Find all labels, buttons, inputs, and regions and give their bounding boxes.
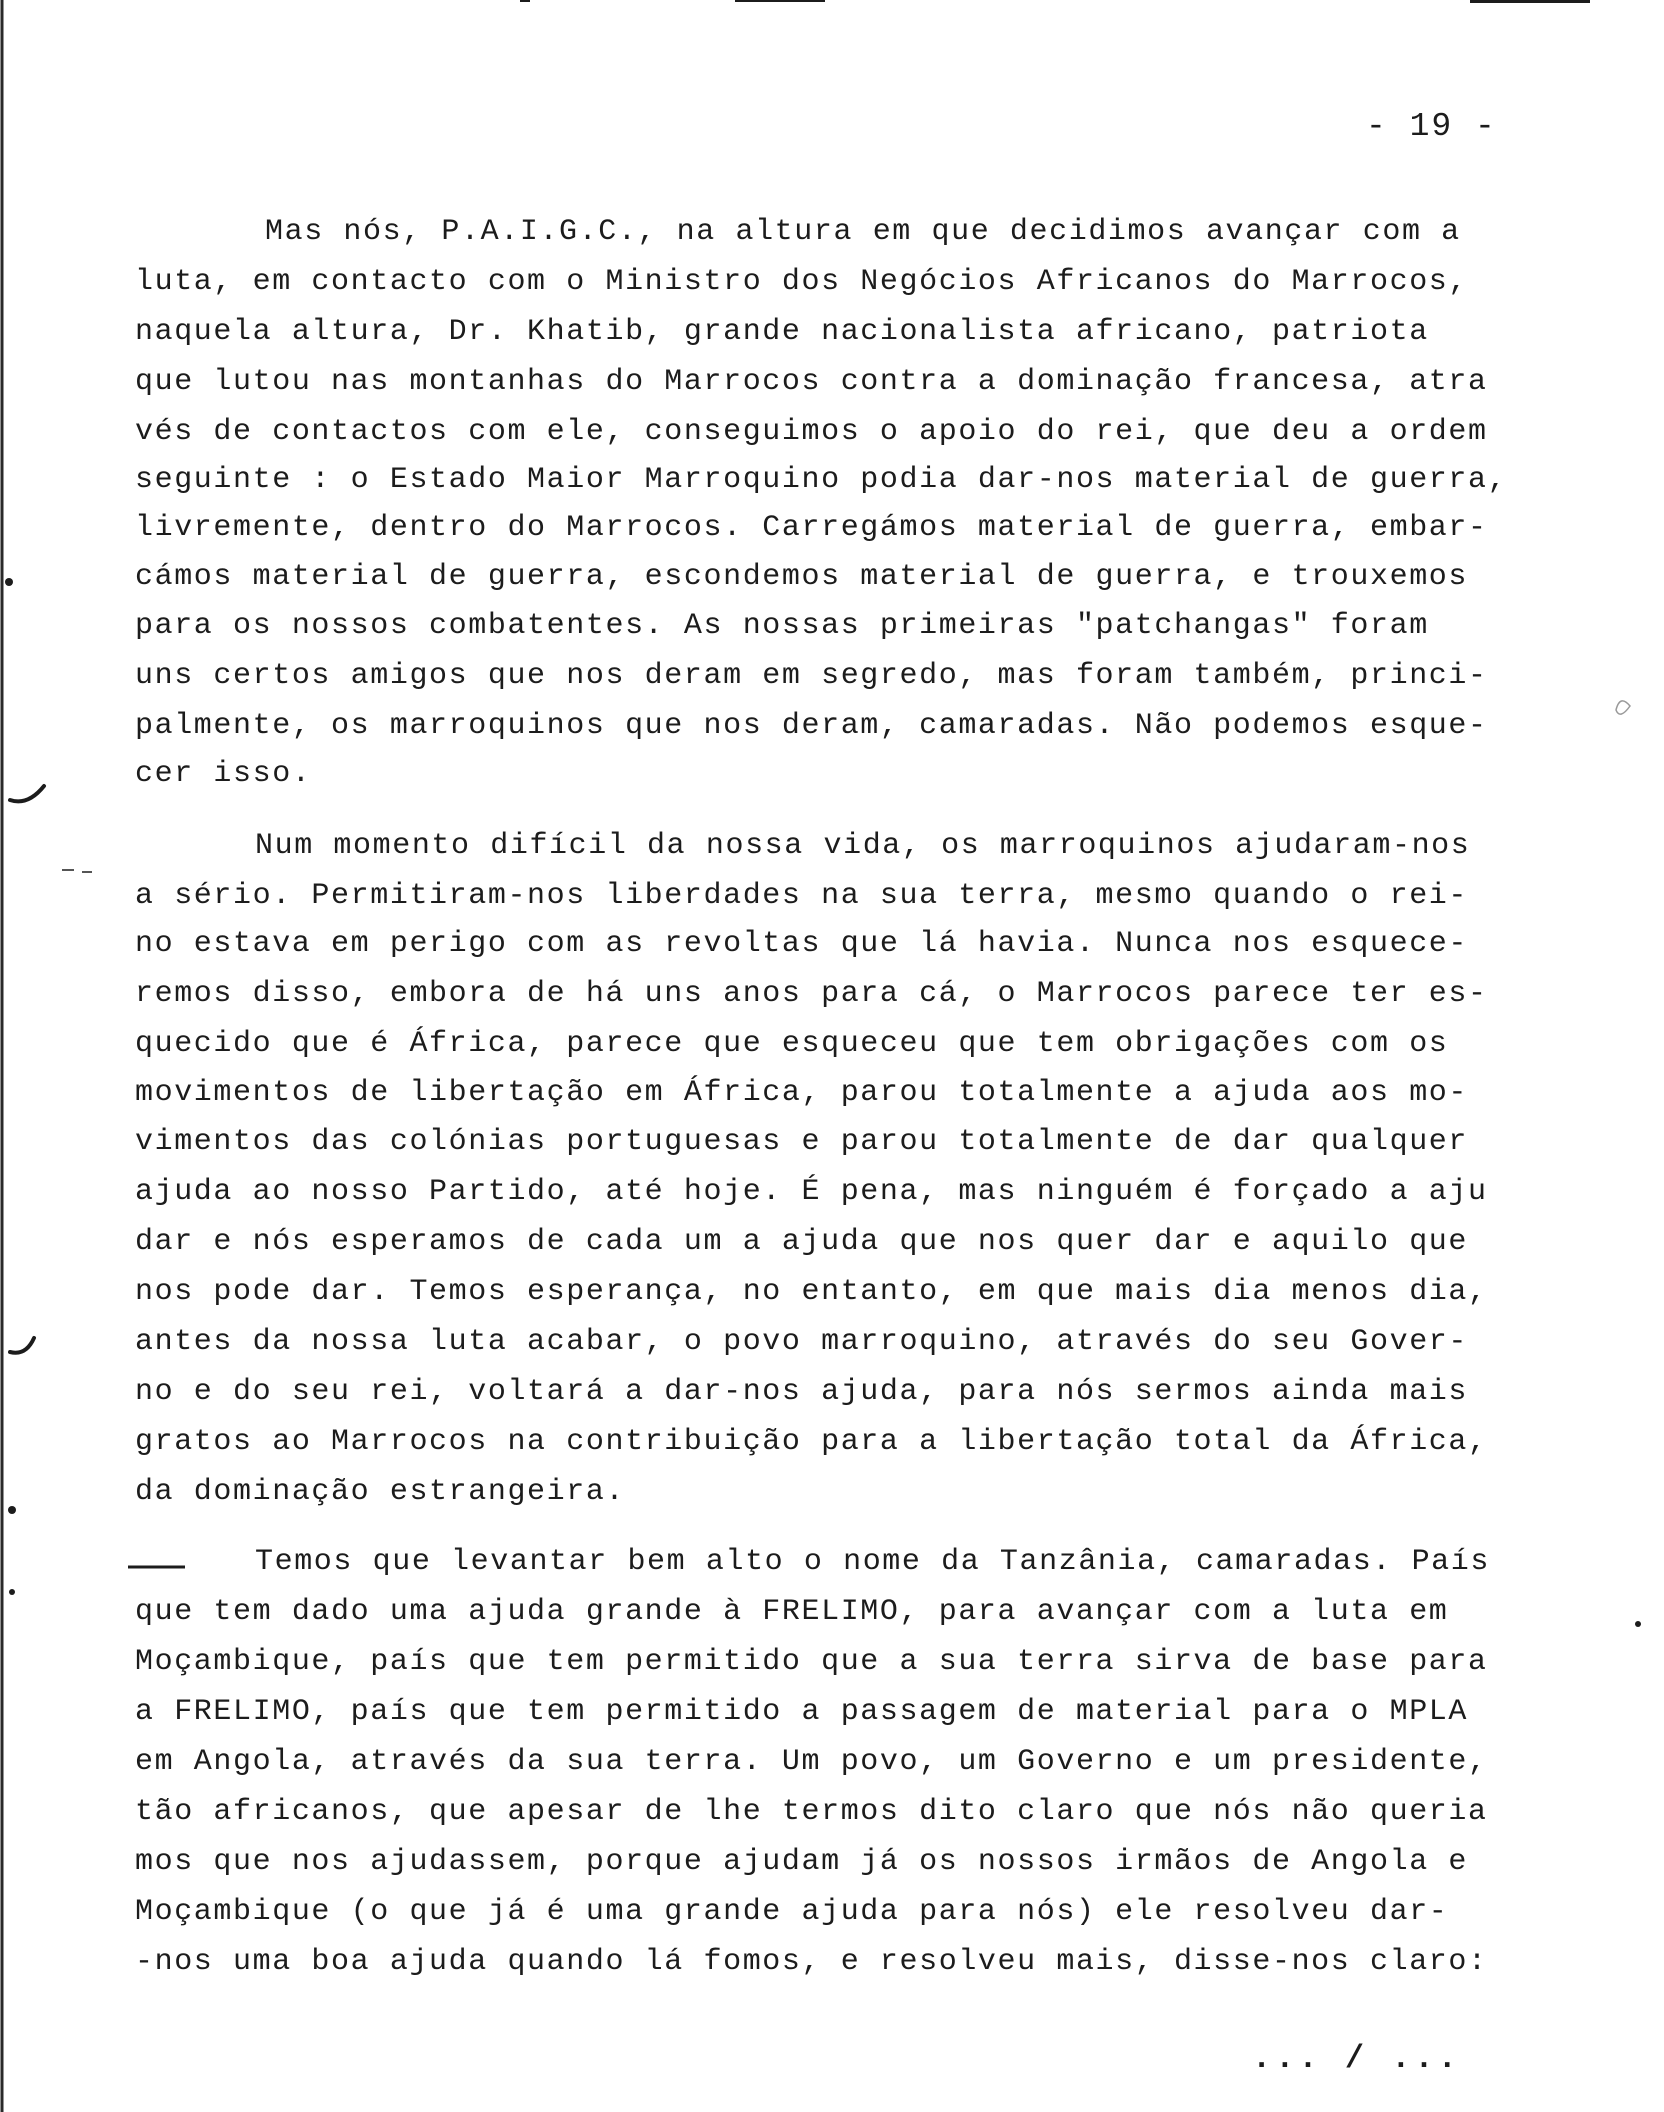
scan-top-edge [0,0,1664,6]
text-line: Temos que levantar bem alto o nome da Tanzânia, camaradas. País [255,1545,1490,1579]
text-line: tão africanos, que apesar de lhe termos dito claro que nós não queria [135,1795,1488,1829]
text-line: mos que nos ajudassem, porque ajudam já os nossos irmãos de Angola e [135,1845,1468,1879]
text-line: ajuda ao nosso Partido, até hoje. É pena, mas ninguém é forçado a aju [135,1175,1488,1209]
text-line: que lutou nas montanhas do Marrocos contra a dominação francesa, atra [135,365,1488,399]
text-line: Mas nós, P.A.I.G.C., na altura em que decidimos avançar com a [265,215,1461,249]
text-line: que tem dado uma ajuda grande à FRELIMO, para avançar com a luta em [135,1595,1449,1629]
text-line: da dominação estrangeira. [135,1475,626,1509]
text-line: gratos ao Marrocos na contribuição para a libertação total da África, [135,1425,1488,1459]
text-line: para os nossos combatentes. As nossas primeiras "patchangas" foram [135,609,1429,643]
text-line: nos pode dar. Temos esperança, no entanto, em que mais dia menos dia, [135,1275,1488,1309]
text-line: Moçambique (o que já é uma grande ajuda para nós) ele resolveu dar- [135,1895,1449,1929]
page-number: - 19 - [1366,108,1497,145]
text-line: a FRELIMO, país que tem permitido a passagem de material para o MPLA [135,1695,1468,1729]
text-line: -nos uma boa ajuda quando lá fomos, e resolveu mais, disse-nos claro: [135,1945,1488,1979]
text-line: vimentos das colónias portuguesas e parou totalmente de dar qualquer [135,1125,1468,1159]
text-line: movimentos de libertação em África, parou totalmente a ajuda aos mo- [135,1076,1468,1110]
text-line: no estava em perigo com as revoltas que lá havia. Nunca nos esquece- [135,927,1468,961]
text-line: seguinte : o Estado Maior Marroquino podia dar-nos material de guerra, [135,463,1508,497]
text-line: cámos material de guerra, escondemos material de guerra, e trouxemos [135,560,1468,594]
text-line: palmente, os marroquinos que nos deram, camaradas. Não podemos esque- [135,709,1488,743]
text-line: a sério. Permitiram-nos liberdades na sua terra, mesmo quando o rei- [135,879,1468,913]
text-line: Moçambique, país que tem permitido que a sua terra sirva de base para [135,1645,1488,1679]
text-line: quecido que é África, parece que esqueceu que tem obrigações com os [135,1027,1449,1061]
text-line: remos disso, embora de há uns anos para cá, o Marrocos parece ter es- [135,977,1488,1011]
text-line: antes da nossa luta acabar, o povo marroquino, através do seu Gover- [135,1325,1468,1359]
text-line: livremente, dentro do Marrocos. Carregámos material de guerra, embar- [135,511,1488,545]
text-line: vés de contactos com ele, conseguimos o apoio do rei, que deu a ordem [135,415,1488,449]
text-line: uns certos amigos que nos deram em segredo, mas foram também, princi- [135,659,1488,693]
text-line: Num momento difícil da nossa vida, os marroquinos ajudaram-nos [255,829,1471,863]
text-line: no e do seu rei, voltará a dar-nos ajuda, para nós sermos ainda mais [135,1375,1468,1409]
text-line: luta, em contacto com o Ministro dos Negócios Africanos do Marrocos, [135,265,1468,299]
text-line: em Angola, através da sua terra. Um povo, um Governo e um presidente, [135,1745,1488,1779]
text-line: naquela altura, Dr. Khatib, grande nacionalista africano, patriota [135,315,1429,349]
text-line: cer isso. [135,757,312,791]
text-line: dar e nós esperamos de cada um a ajuda que nos quer dar e aquilo que [135,1225,1468,1259]
continuation-marker: ... / ... [1252,2040,1461,2077]
